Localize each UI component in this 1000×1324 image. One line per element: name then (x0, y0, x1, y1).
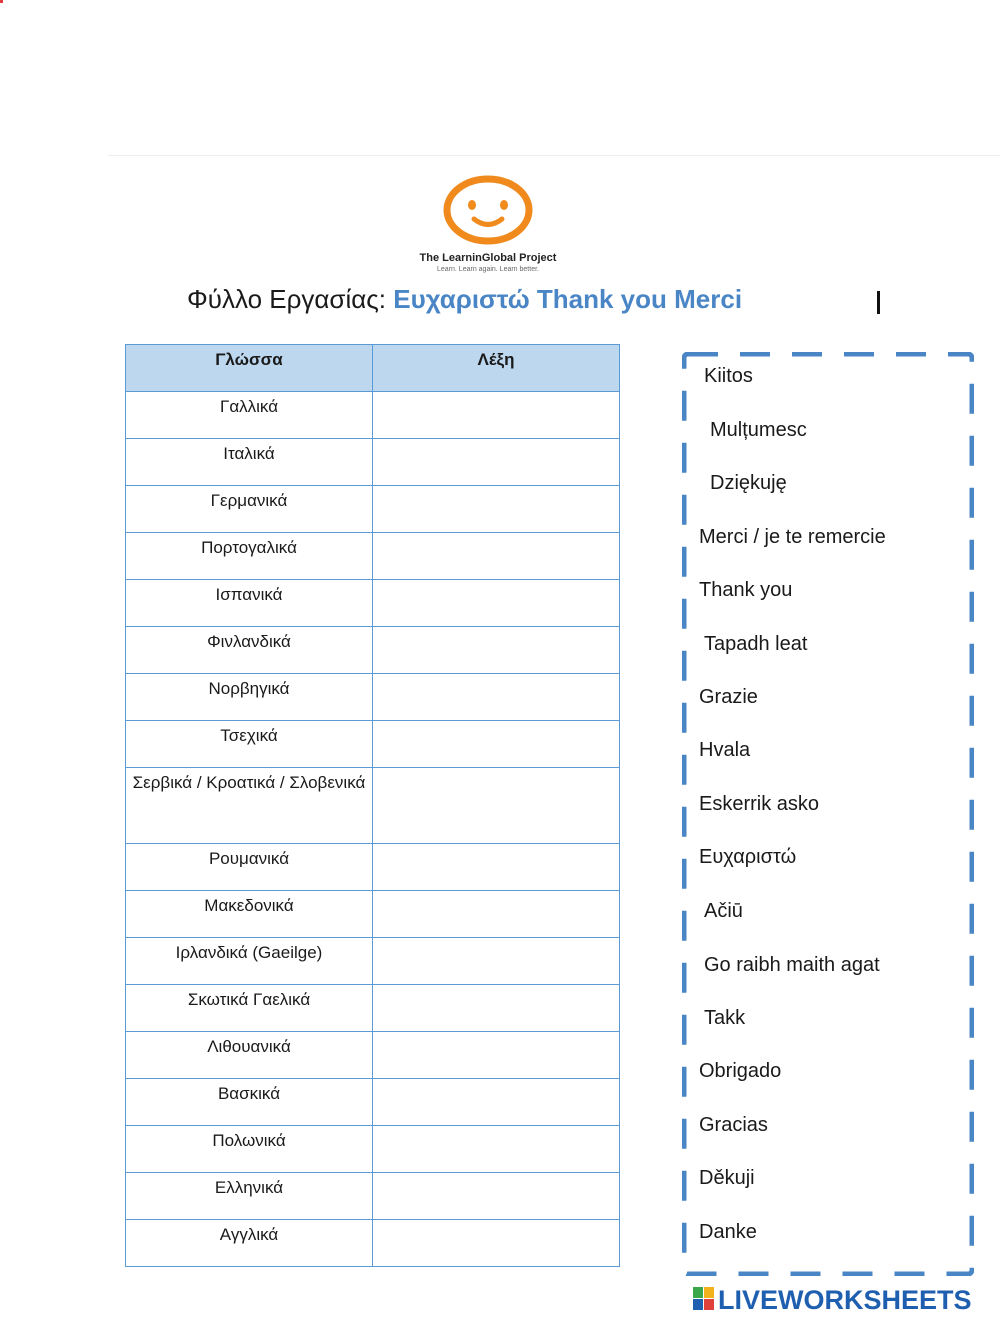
table-header-row (126, 345, 620, 392)
word-item[interactable]: Hvala (699, 739, 751, 761)
word-item[interactable]: Dziękuję (710, 472, 787, 494)
table-row (126, 392, 620, 439)
word-item[interactable]: Ačiū (704, 900, 743, 922)
answer-cell[interactable] (373, 533, 620, 580)
answer-cell[interactable] (373, 844, 620, 891)
language-cell: Ρουμανικά (126, 844, 373, 891)
table-row (126, 891, 620, 938)
header-word: Λέξη (373, 345, 620, 392)
table-row (126, 1220, 620, 1267)
table-row (126, 486, 620, 533)
answer-cell[interactable] (373, 627, 620, 674)
language-cell: Σερβικά / Κροατικά / Σλοβενικά (126, 768, 373, 844)
table-row (126, 1126, 620, 1173)
logo-name: The LearninGlobal Project (419, 252, 557, 264)
word-item[interactable]: Kiitos (704, 365, 753, 387)
answer-cell[interactable] (373, 768, 620, 844)
table-row (126, 721, 620, 768)
learninglobal-logo (400, 172, 576, 278)
language-cell: Ιρλανδικά (Gaeilge) (126, 938, 373, 985)
table-row (126, 844, 620, 891)
smiley-face-icon (438, 172, 538, 250)
word-item[interactable]: Eskerrik asko (699, 793, 820, 815)
language-cell: Μακεδονικά (126, 891, 373, 938)
table-row (126, 1173, 620, 1220)
table-row (126, 533, 620, 580)
word-item[interactable]: Danke (699, 1221, 757, 1243)
table-row (126, 1079, 620, 1126)
word-item[interactable]: Tapadh leat (704, 633, 808, 655)
word-item[interactable]: Mulțumesc (710, 419, 807, 441)
table-row (126, 580, 620, 627)
table-row (126, 627, 620, 674)
answer-cell[interactable] (373, 439, 620, 486)
word-item[interactable]: Grazie (699, 686, 758, 708)
language-cell: Ελληνικά (126, 1173, 373, 1220)
liveworksheets-icon (693, 1287, 715, 1311)
language-cell: Γαλλικά (126, 392, 373, 439)
worksheet-title (187, 284, 742, 315)
header-language: Γλώσσα (126, 345, 373, 392)
answer-cell[interactable] (373, 985, 620, 1032)
language-table (125, 344, 620, 1267)
answer-cell[interactable] (373, 392, 620, 439)
page-top-edge (108, 155, 1000, 156)
answer-cell[interactable] (373, 1173, 620, 1220)
answer-cell[interactable] (373, 486, 620, 533)
word-item[interactable]: Go raibh maith agat (704, 954, 880, 976)
table-row (126, 1032, 620, 1079)
corner-mark (0, 0, 3, 3)
answer-cell[interactable] (373, 938, 620, 985)
table-row (126, 674, 620, 721)
language-cell: Ισπανικά (126, 580, 373, 627)
word-item[interactable]: Ευχαριστώ (699, 846, 797, 868)
answer-cell[interactable] (373, 1032, 620, 1079)
title-highlight: Ευχαριστώ Thank you Merci (393, 284, 743, 314)
answer-cell[interactable] (373, 1126, 620, 1173)
language-cell: Βασκικά (126, 1079, 373, 1126)
table-row (126, 985, 620, 1032)
language-cell: Γερμανικά (126, 486, 373, 533)
table-row (126, 439, 620, 486)
logo-tagline: Learn. Learn again. Learn better. (437, 266, 539, 273)
answer-cell[interactable] (373, 721, 620, 768)
language-cell: Φινλανδικά (126, 627, 373, 674)
language-cell: Αγγλικά (126, 1220, 373, 1267)
word-item[interactable]: Thank you (699, 579, 793, 601)
liveworksheets-wordmark: LIVEWORKSHEETS (718, 1285, 972, 1315)
word-item[interactable]: Děkuji (699, 1167, 755, 1189)
language-cell: Ιταλικά (126, 439, 373, 486)
word-item[interactable]: Takk (704, 1007, 746, 1029)
word-item[interactable]: Gracias (699, 1114, 768, 1136)
answer-cell[interactable] (373, 580, 620, 627)
word-item[interactable]: Merci / je te remercie (699, 526, 886, 548)
answer-cell[interactable] (373, 891, 620, 938)
language-cell: Νορβηγικά (126, 674, 373, 721)
language-cell: Λιθουανικά (126, 1032, 373, 1079)
answer-cell[interactable] (373, 1220, 620, 1267)
answer-cell[interactable] (373, 1079, 620, 1126)
language-cell: Τσεχικά (126, 721, 373, 768)
title-prefix: Φύλλο Εργασίας: (187, 284, 394, 314)
table-row (126, 768, 620, 844)
word-item[interactable]: Obrigado (699, 1060, 782, 1082)
language-cell: Σκωτικά Γαελικά (126, 985, 373, 1032)
language-cell: Πολωνικά (126, 1126, 373, 1173)
word-bank (682, 352, 974, 1276)
language-cell: Πορτογαλικά (126, 533, 373, 580)
answer-cell[interactable] (373, 674, 620, 721)
table-row (126, 938, 620, 985)
text-cursor (877, 291, 880, 314)
